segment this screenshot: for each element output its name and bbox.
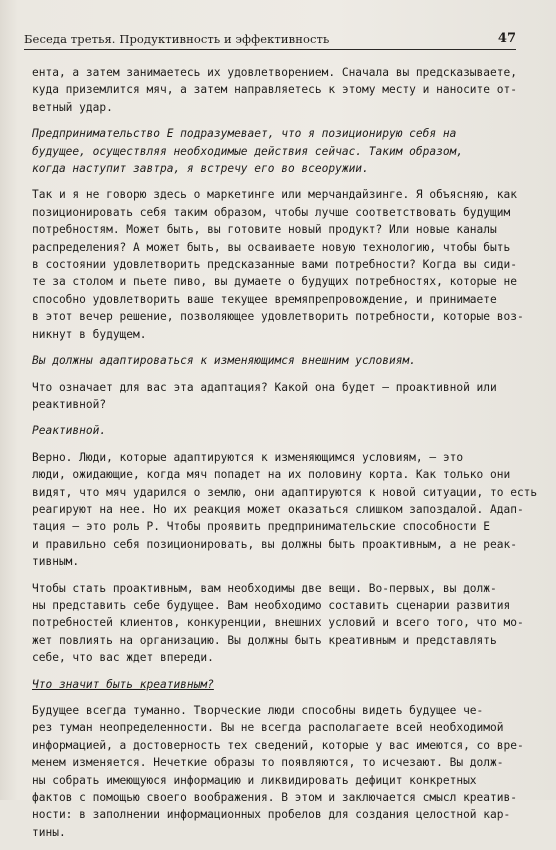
body-paragraph [32, 64, 520, 116]
text-line: куда приземлится мяч, а затем направляетесь к этому месту и наносите от- [32, 83, 517, 97]
interviewer-question [32, 352, 520, 369]
text-line: реагируют на нее. Но их реакция может оказаться слишком запоздалой. Адап- [32, 502, 524, 516]
body-paragraph [32, 702, 524, 841]
interviewer-question [32, 422, 520, 439]
body-paragraph [32, 449, 538, 571]
text-line: потребностям. Может быть, вы готовите новый продукт? Или новые каналы [32, 223, 497, 237]
text-line: тины. [32, 825, 66, 839]
text-line: ветный удар. [32, 100, 113, 114]
text-line: ента, а затем занимаетесь их удовлетворением. Сначала вы предсказываете, [32, 66, 517, 79]
text-line: Чтобы стать проактивным, вам необходимы две вещи. Во-первых, вы долж- [32, 581, 497, 595]
text-line: Что значит быть креативным? [32, 677, 214, 691]
text-line: те за столом и пьете пиво, вы думаете о будущих потребностях, которые не [32, 275, 517, 289]
text-line: будущее, осуществляя необходимые действия сейчас. Таким образом, [32, 144, 464, 158]
text-line: Предпринимательство E подразумевает, что я позиционирую себя на [32, 127, 457, 141]
text-line: никнут в будущем. [32, 327, 147, 341]
body-paragraph [32, 186, 524, 343]
text-line: Реактивной. [32, 424, 107, 438]
text-line: видят, что мяч ударился о землю, они адаптируются к новой ситуации, то есть [32, 485, 538, 499]
text-line: в состоянии удовлетворить предсказанные вами потребности? Когда вы сиди- [32, 258, 517, 272]
text-line: когда наступит завтра, я встречу его во всеоружии. [32, 162, 369, 176]
interviewer-question [32, 125, 520, 177]
text-line: жет повлиять на организацию. Вы должны быть креативным и представлять [32, 633, 497, 647]
page-number: 47 [497, 31, 516, 46]
page-body [32, 64, 538, 850]
page-header [24, 24, 516, 50]
text-line: ны представить себе будущее. Вам необходимо составить сценарии развития [32, 598, 511, 612]
text-line: рез туман неопределенности. Вы не всегда располагаете всей необходимой [32, 721, 504, 735]
text-line: в этот вечер решение, позволяющее удовлетворить потребности, которые воз- [32, 310, 524, 324]
body-paragraph [32, 379, 520, 414]
text-line: Так и я не говорю здесь о маркетинге или мерчандайзинге. Я объясняю, как [32, 188, 517, 202]
text-line: себе, что вас ждет впереди. [32, 651, 214, 665]
text-line: Будущее всегда туманно. Творческие люди способны видеть будущее че- [32, 704, 484, 717]
text-line: Верно. Люди, которые адаптируются к изменяющимся условиям, — это [32, 450, 464, 464]
text-line: способно удовлетворить ваше текущее времяпрепровождение, и принимаете [32, 292, 497, 306]
text-line: менем изменяется. Нечеткие образы то появляются, то исчезают. Вы долж- [32, 756, 504, 770]
text-line: реактивной? [32, 397, 107, 411]
text-line: тация — это роль P. Чтобы проявить предпринимательские способности E [32, 520, 491, 534]
text-line: потребностей клиентов, конкуренции, внешних условий и всего того, что мо- [32, 616, 524, 630]
text-line: ны собрать имеющуюся информацию и ликвидировать дефицит конкретных [32, 773, 477, 787]
interviewer-question [32, 676, 520, 693]
text-line: люди, ожидающие, когда мяч попадет на их половину корта. Как только они [32, 468, 511, 482]
text-line: тивным. [32, 555, 80, 569]
text-line: Вы должны адаптироваться к изменяющимся внешним условиям. [32, 354, 416, 368]
running-title: Беседа третья. Продуктивность и эффективность [24, 32, 330, 46]
text-line: информацией, а достоверность тех сведений, которые у вас имеются, со вре- [32, 738, 524, 752]
body-paragraph [32, 580, 524, 667]
text-line: фактов с помощью своего воображения. В этом и заключается смысл креатив- [32, 791, 517, 805]
text-line: ности: в заполнении информационных пробелов для создания целостной кар- [32, 808, 511, 822]
text-line: Что означает для вас эта адаптация? Какой она будет — проактивной или [32, 380, 497, 394]
text-line: позиционировать себя таким образом, чтобы лучше соответствовать будущим [32, 205, 511, 219]
text-line: распределения? А может быть, вы осваиваете новую технологию, чтобы быть [32, 240, 511, 254]
text-line: и правильно себя позиционировать, вы должны быть проактивным, а не реак- [32, 537, 517, 551]
